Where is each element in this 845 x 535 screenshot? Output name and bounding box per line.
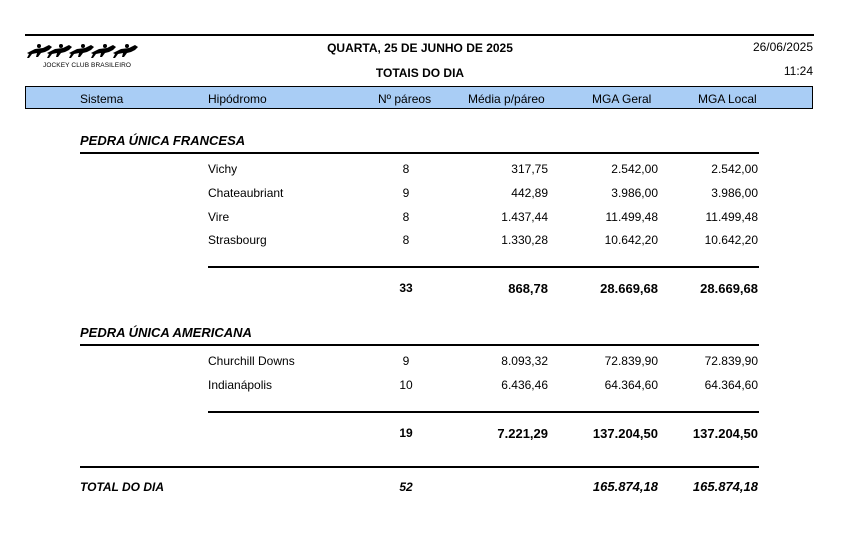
media-cell: 1.330,28 (501, 233, 548, 247)
mga-local-cell: 11.499,48 (705, 210, 758, 224)
col-header-media: Média p/páreo (468, 92, 545, 106)
total-rule (80, 466, 759, 468)
hipodromo-cell: Vichy (208, 162, 238, 176)
media-cell: 317,75 (511, 162, 548, 176)
media-cell: 1.437,44 (501, 210, 548, 224)
pareos-cell: 10 (399, 378, 413, 392)
subtotal-media: 868,78 (508, 281, 548, 296)
print-time: 11:24 (783, 64, 813, 78)
hipodromo-cell: Chateaubriant (208, 186, 284, 200)
hipodromo-cell: Churchill Downs (208, 354, 295, 368)
logo-text: JOCKEY CLUB BRASILEIRO (43, 62, 132, 69)
total-mga-geral: 165.874,18 (592, 479, 658, 494)
subtotal-mga-local: 28.669,68 (700, 281, 758, 296)
pareos-cell: 9 (402, 186, 410, 200)
mga-geral-cell: 10.642,20 (604, 233, 658, 247)
media-cell: 442,89 (511, 186, 548, 200)
pareos-cell: 8 (402, 210, 410, 224)
mga-geral-cell: 3.986,00 (611, 186, 658, 200)
mga-local-cell: 10.642,20 (704, 233, 758, 247)
mga-geral-cell: 72.839,90 (604, 354, 658, 368)
pareos-cell: 9 (402, 354, 410, 368)
top-rule (25, 34, 814, 36)
hipodromo-cell: Strasbourg (208, 233, 267, 247)
report-date-title: QUARTA, 25 DE JUNHO DE 2025 (327, 41, 513, 55)
media-cell: 6.436,46 (501, 378, 548, 392)
media-cell: 8.093,32 (501, 354, 548, 368)
subtotal-rule (208, 266, 759, 268)
logo (25, 41, 150, 71)
pareos-cell: 8 (402, 162, 410, 176)
section-rule (80, 152, 759, 154)
mga-local-cell: 64.364,60 (704, 378, 758, 392)
section-rule (80, 344, 759, 346)
subtotal-pareos: 19 (399, 426, 413, 440)
report-subtitle: TOTAIS DO DIA (375, 66, 465, 80)
print-date: 26/06/2025 (752, 40, 813, 54)
mga-geral-cell: 11.499,48 (605, 210, 658, 224)
section-title: PEDRA ÚNICA FRANCESA (80, 133, 246, 148)
subtotal-media: 7.221,29 (497, 426, 548, 441)
col-header-hipodromo: Hipódromo (208, 92, 267, 106)
subtotal-mga-geral: 28.669,68 (600, 281, 658, 296)
mga-geral-cell: 2.542,00 (611, 162, 658, 176)
subtotal-rule (208, 411, 759, 413)
racing-horses-icon (25, 41, 147, 61)
mga-local-cell: 3.986,00 (711, 186, 758, 200)
total-label: TOTAL DO DIA (80, 480, 164, 494)
subtotal-pareos: 33 (399, 281, 413, 295)
section-title: PEDRA ÚNICA AMERICANA (80, 325, 252, 340)
subtotal-mga-local: 137.204,50 (692, 426, 758, 441)
col-header-mga-geral: MGA Geral (592, 92, 652, 106)
mga-local-cell: 2.542,00 (711, 162, 758, 176)
hipodromo-cell: Vire (208, 210, 230, 224)
mga-local-cell: 72.839,90 (704, 354, 758, 368)
total-mga-local: 165.874,18 (692, 479, 758, 494)
subtotal-mga-geral: 137.204,50 (592, 426, 658, 441)
col-header-mga-local: MGA Local (698, 92, 757, 106)
pareos-cell: 8 (402, 233, 410, 247)
col-header-pareos: Nº páreos (378, 92, 432, 106)
mga-geral-cell: 64.364,60 (604, 378, 658, 392)
hipodromo-cell: Indianápolis (208, 378, 273, 392)
total-pareos: 52 (399, 480, 413, 494)
col-header-sistema: Sistema (80, 92, 124, 106)
